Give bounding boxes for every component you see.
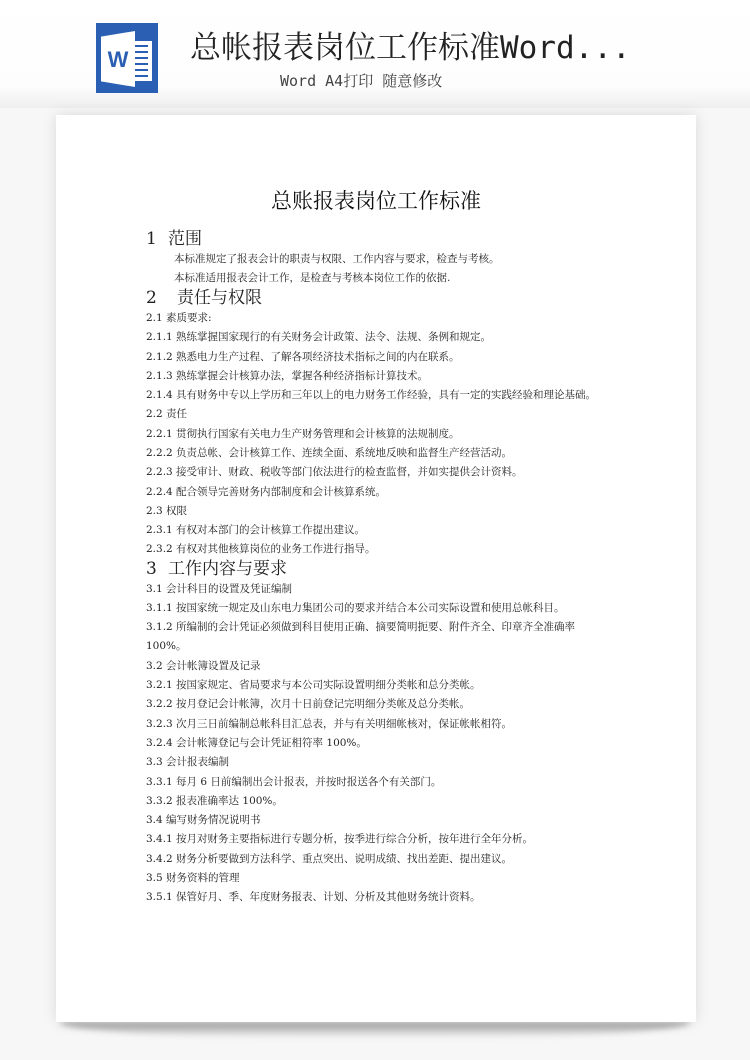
paragraph: 本标准适用报表会计工作，是检查与考核本岗位工作的依据. xyxy=(174,272,451,284)
clause-line: 3.3 会计报表编制 xyxy=(146,756,230,769)
section-heading xyxy=(146,228,616,250)
document-title: 总账报表岗位工作标准 xyxy=(271,189,481,213)
section-title: 责任与权限 xyxy=(177,288,262,308)
clause-line: 2.1.4 具有财务中专以上学历和三年以上的电力财务工作经验，具有一定的实践经验和理论基础。 xyxy=(146,389,597,402)
preview-banner xyxy=(0,0,750,108)
word-icon-line xyxy=(134,63,148,65)
clause-line: 3.5.1 保管好月、季、年度财务报表、计划、分析及其他财务统计资料。 xyxy=(146,891,481,904)
clause-line: 3.2.2 按月登记会计帐簿，次月十日前登记完明细分类帐及总分类帐。 xyxy=(146,698,471,711)
word-icon xyxy=(96,23,158,93)
clause-line: 2.2.4 配合领导完善财务内部制度和会计核算系统。 xyxy=(146,485,387,498)
clause-line: 3.2 会计帐簿设置及记录 xyxy=(146,659,261,672)
clause-line: 2.2.2 负责总帐、会计核算工作、连续全面、系统地反映和监督生产经营活动。 xyxy=(146,447,513,460)
clause-line: 3.1.1 按国家统一规定及山东电力集团公司的要求并结合本公司实际设置和使用总帐科目。 xyxy=(146,601,565,614)
clause-line: 2.2 责任 xyxy=(146,408,188,421)
clause-line: 2.1.3 熟练掌握会计核算办法，掌握各种经济指标计算技术。 xyxy=(146,369,429,382)
section-title: 工作内容与要求 xyxy=(168,558,287,579)
clause-line: 2.3 权限 xyxy=(146,504,188,517)
word-icon-line xyxy=(134,57,148,59)
clause-line: 3.1 会计科目的设置及凭证编制 xyxy=(146,582,293,595)
clause-line: 3.4 编写财务情况说明书 xyxy=(146,814,261,827)
section-heading xyxy=(146,558,616,580)
section-title: 范围 xyxy=(168,229,202,249)
clause-line: 2.1 素质要求: xyxy=(146,312,212,324)
clause-line: 3.2.4 会计帐簿登记与会计凭证相符率 100%。 xyxy=(146,736,367,749)
clause-line: 3.4.2 财务分析要做到方法科学、重点突出、说明成绩、找出差距、提出建议。 xyxy=(146,852,513,865)
clause-line: 2.1.1 熟练掌握国家现行的有关财务会计政策、法令、法规、条例和规定。 xyxy=(146,331,492,344)
banner-subtitle: Word A4打印 随意修改 xyxy=(280,72,443,90)
paragraph: 本标准规定了报表会计的职责与权限、工作内容与要求，检查与考核。 xyxy=(174,253,500,265)
section-number: 1 xyxy=(146,229,157,249)
document-page xyxy=(56,115,696,1022)
word-icon-line xyxy=(134,45,148,47)
clause-line: 3.3.2 报表准确率达 100%。 xyxy=(146,794,283,807)
clause-line: 3.3.1 每月 6 日前编制出会计报表，并按时报送各个有关部门。 xyxy=(146,775,442,788)
clause-line: 3.1.2 所编制的会计凭证必须做到科目使用正确、摘要简明扼要、附件齐全、印章齐全准确率 100%。 xyxy=(146,621,576,653)
section-heading xyxy=(146,287,616,309)
clause-line: 2.3.2 有权对其他核算岗位的业务工作进行指导。 xyxy=(146,542,376,555)
clause-line: 3.2.3 次月三日前编制总帐科目汇总表，并与有关明细帐核对，保证帐帐相符。 xyxy=(146,717,513,730)
word-icon-line xyxy=(134,75,148,77)
word-icon-letter: W xyxy=(107,47,129,72)
word-icon-line xyxy=(134,51,148,53)
page-shadow xyxy=(60,1022,690,1038)
clause-line: 2.2.1 贯彻执行国家有关电力生产财务管理和会计核算的法规制度。 xyxy=(146,427,460,440)
clause-line: 2.3.1 有权对本部门的会计核算工作提出建议。 xyxy=(146,524,366,537)
banner-title: 总帐报表岗位工作标准Word... xyxy=(190,30,631,66)
clause-line: 3.5 财务资料的管理 xyxy=(146,872,240,885)
clause-line: 3.2.1 按国家规定、省局要求与本公司实际设置明细分类帐和总分类帐。 xyxy=(146,679,481,692)
clause-line: 2.1.2 熟悉电力生产过程、了解各项经济技术指标之间的内在联系。 xyxy=(146,350,460,363)
section-number: 3 xyxy=(146,558,157,579)
section-number: 2 xyxy=(146,288,157,308)
word-icon-line xyxy=(134,69,148,71)
document-body xyxy=(146,228,616,908)
clause-line: 3.4.1 按月对财务主要指标进行专题分析，按季进行综合分析，按年进行全年分析。 xyxy=(146,833,534,846)
clause-line: 2.2.3 接受审计、财政、税收等部门依法进行的检查监督，并如实提供会计资料。 xyxy=(146,466,523,479)
